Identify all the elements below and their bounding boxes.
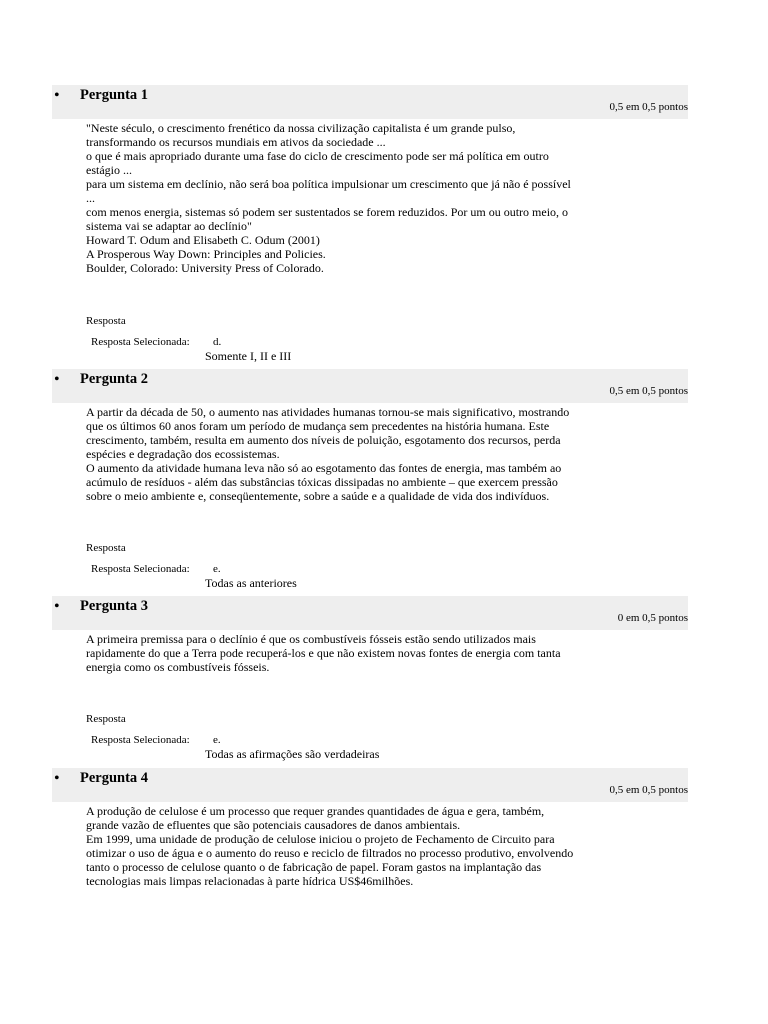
question-score: 0,5 em 0,5 pontos [609,385,688,397]
selected-answer-letter: d. [213,336,222,348]
question-line: tanto o processo de celulose quanto o de fabricação de papel. Foram gastos na implantação das [86,860,542,874]
question-line: rapidamente do que a Terra pode recuperá-los e que não existem novas fontes de energia com tanta [86,646,561,660]
question-3 [52,596,688,761]
question-line: A Prosperous Way Down: Principles and Policies. [86,247,326,261]
question-line: acúmulo de resíduos - além das substâncias tóxicas dissipadas no ambiente – que exercem pressão [86,475,558,489]
question-2 [52,369,688,590]
question-title: Pergunta 3 [80,598,149,614]
question-line: que os últimos 60 anos foram um período de mudança sem precedentes na história humana. Este [86,419,550,433]
question-title: Pergunta 4 [80,770,149,786]
question-header [52,768,688,802]
response-label: Resposta [86,542,126,554]
question-line: "Neste século, o crescimento frenético da nossa civilização capitalista é um grande pulso, [86,121,516,135]
question-score: 0 em 0,5 pontos [617,612,688,624]
question-line: Em 1999, uma unidade de produção de celulose iniciou o projeto de Fechamento de Circuito para [86,832,555,846]
question-line: crescimento, também, resulta em aumento dos níveis de poluição, esgotamento dos recursos, perda [86,433,561,447]
question-line: espécies e degradação dos ecossistemas. [86,447,280,461]
bullet-icon: • [54,598,60,615]
question-score: 0,5 em 0,5 pontos [609,101,688,113]
question-line: grande vazão de efluentes que são potenciais causadores de danos ambientais. [86,818,461,832]
selected-answer-text: Somente I, II e III [205,349,292,363]
question-text [86,632,616,674]
bullet-icon: • [54,87,60,104]
question-line: para um sistema em declínio, não será boa política impulsionar um crescimento que já não é possível [86,177,571,191]
question-header [52,596,688,630]
question-line: com menos energia, sistemas só podem ser sustentados se forem reduzidos. Por um ou outro meio, o [86,205,569,219]
selected-answer-label: Resposta Selecionada: [91,563,190,575]
selected-answer-label: Resposta Selecionada: [91,336,190,348]
response-label: Resposta [86,315,126,327]
question-line: o que é mais apropriado durante uma fase do ciclo de crescimento pode ser má política em outro [86,149,549,163]
selected-answer-letter: e. [213,734,221,746]
question-title: Pergunta 1 [80,87,149,103]
bullet-icon: • [54,770,60,787]
question-line: tecnologias mais limpas relacionadas à parte hídrica US$46milhões. [86,874,414,888]
question-text [86,121,616,275]
question-4 [52,768,688,888]
question-score: 0,5 em 0,5 pontos [609,784,688,796]
question-header [52,369,688,403]
question-line: sistema vai se adaptar ao declínio" [86,219,252,233]
question-line: sobre o meio ambiente e, conseqüentemente, sobre a saúde e a qualidade de vida dos indivíduos. [86,489,550,503]
question-line: otimizar o uso de água e o aumento do reuso e reciclo de filtrados no processo produtivo, envolvendo [86,846,574,860]
question-text [86,804,616,888]
selected-answer-text: Todas as anteriores [205,576,297,590]
question-title: Pergunta 2 [80,371,149,387]
question-line: A produção de celulose é um processo que requer grandes quantidades de água e gera, também, [86,804,545,818]
question-1 [52,85,688,363]
question-line: O aumento da atividade humana leva não só ao esgotamento das fontes de energia, mas também ao [86,461,562,475]
question-text [86,405,616,503]
question-line: A primeira premissa para o declínio é que os combustíveis fósseis estão sendo utilizados mais [86,632,536,646]
question-line: energia como os combustíveis fósseis. [86,660,270,674]
bullet-icon: • [54,371,60,388]
question-header [52,85,688,119]
question-line: transformando os recursos mundiais em ativos da sociedade ... [86,135,386,149]
question-line: ... [86,191,95,205]
selected-answer-letter: e. [213,563,221,575]
question-line: Howard T. Odum and Elisabeth C. Odum (2001) [86,233,320,247]
question-line: estágio ... [86,163,132,177]
question-line: Boulder, Colorado: University Press of Colorado. [86,261,324,275]
question-line: A partir da década de 50, o aumento nas atividades humanas tornou-se mais significativo, mostrando [86,405,570,419]
selected-answer-text: Todas as afirmações são verdadeiras [205,747,380,761]
selected-answer-label: Resposta Selecionada: [91,734,190,746]
response-label: Resposta [86,713,126,725]
